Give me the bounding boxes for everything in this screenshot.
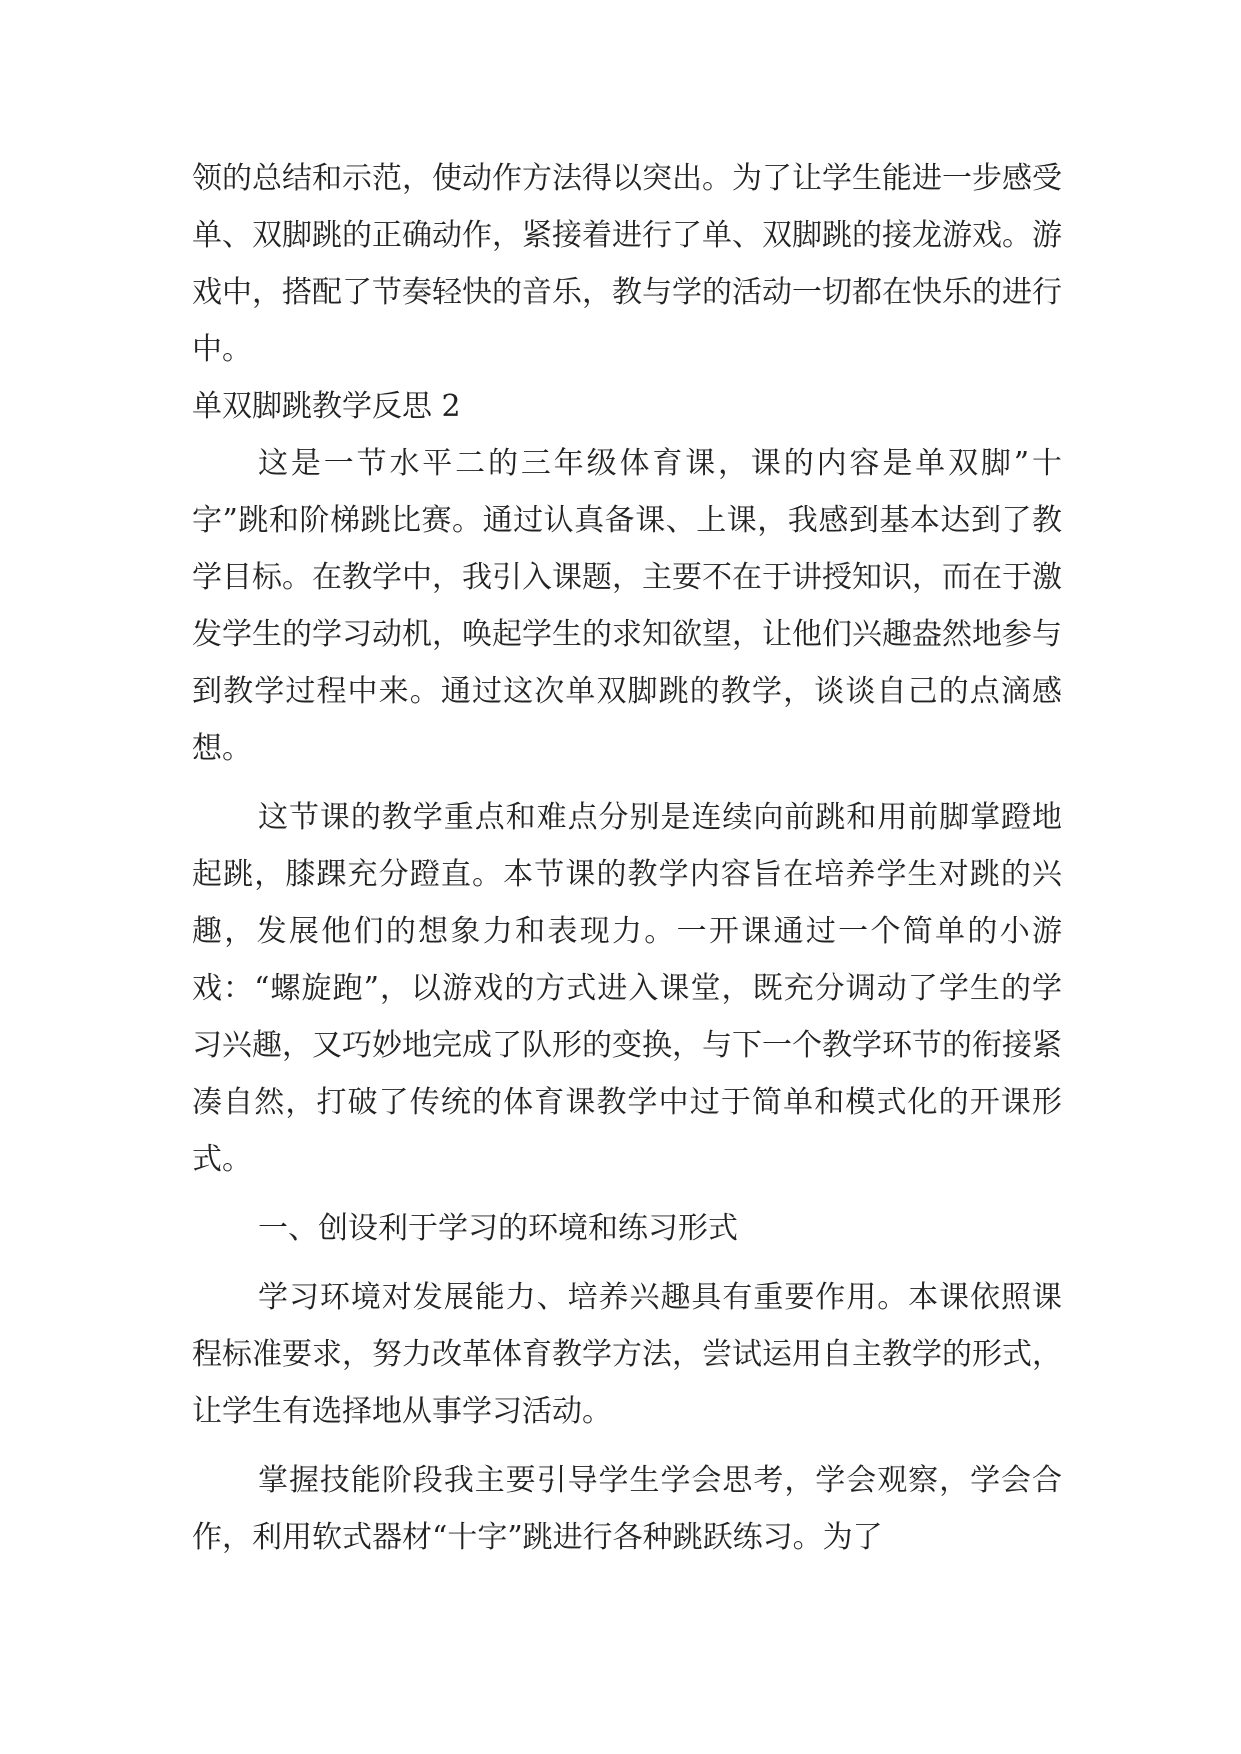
document-body bbox=[192, 150, 1062, 1566]
paragraph-4: 掌握技能阶段我主要引导学生学会思考，学会观察，学会合作，利用软式器材“十字”跳进行各种跳跃练习。为了 bbox=[192, 1463, 1062, 1555]
section-title: 单双脚跳教学反思 2 bbox=[192, 389, 461, 424]
paragraph-3: 学习环境对发展能力、培养兴趣具有重要作用。本课依照课程标准要求，努力改革体育教学方法，尝试运用自主教学的形式，让学生有选择地从事学习活动。 bbox=[192, 1280, 1062, 1429]
paragraph-2: 这节课的教学重点和难点分别是连续向前跳和用前脚掌蹬地起跳，膝踝充分蹬直。本节课的教学内容旨在培养学生对跳的兴趣，发展他们的想象力和表现力。一开课通过一个简单的小游戏：“螺旋跑”，以游戏的方式进入课堂，既充分调动了学生的学习兴趣，又巧妙地完成了队形的变换，与下一个教学环节的衔接紧凑自然，打破了传统的体育课教学中过于简单和模式化的开课形式。 bbox=[192, 800, 1062, 1177]
subheading-1: 一、创设利于学习的环境和练习形式 bbox=[258, 1211, 738, 1246]
paragraph-continuation: 领的总结和示范，使动作方法得以突出。为了让学生能进一步感受单、双脚跳的正确动作，紧接着进行了单、双脚跳的接龙游戏。游戏中，搭配了节奏轻快的音乐，教与学的活动一切都在快乐的进行中。 bbox=[192, 161, 1062, 367]
paragraph-1: 这是一节水平二的三年级体育课，课的内容是单双脚”十字”跳和阶梯跳比赛。通过认真备课、上课，我感到基本达到了教学目标。在教学中，我引入课题，主要不在于讲授知识，而在于激发学生的学习动机，唤起学生的求知欲望，让他们兴趣盎然地参与到教学过程中来。通过这次单双脚跳的教学，谈谈自己的点滴感想。 bbox=[192, 446, 1062, 766]
